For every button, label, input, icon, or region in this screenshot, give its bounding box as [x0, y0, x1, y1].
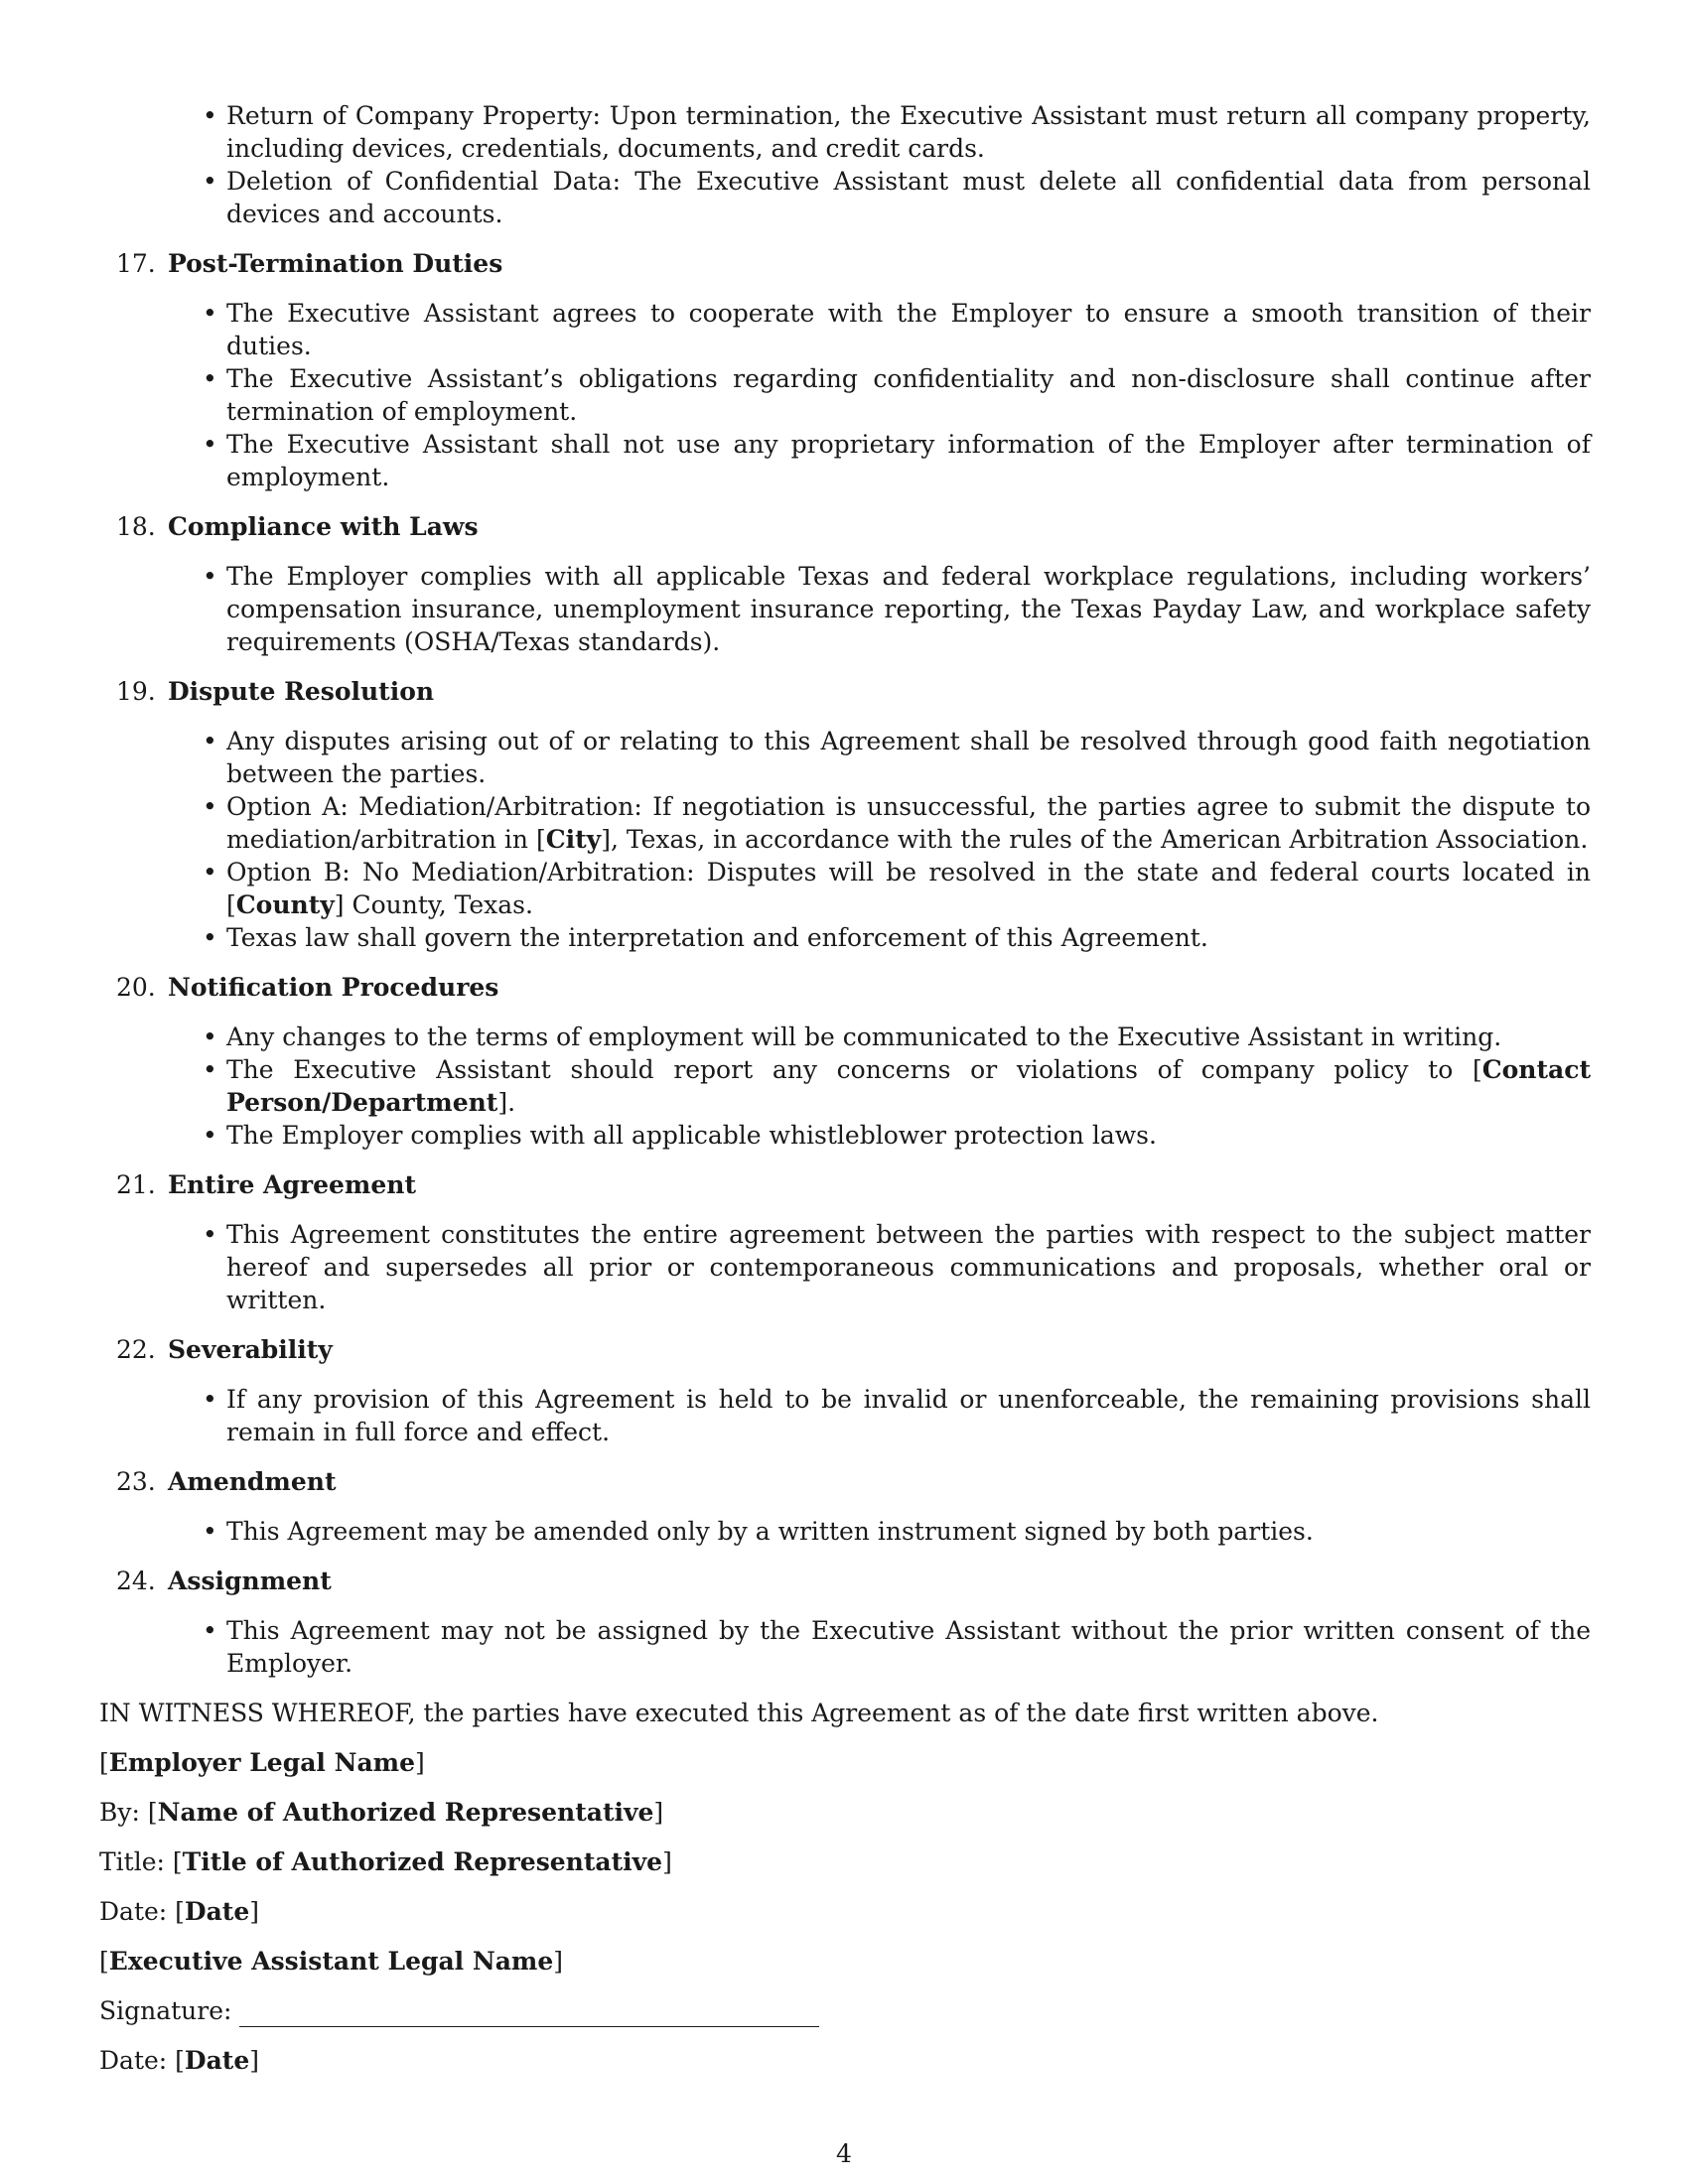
bullet-item: • The Executive Assistant should report any concerns or violations of company policy to [Contact Person/Department]. — [226, 1053, 1591, 1119]
bullet-item: • Texas law shall govern the interpretation and enforcement of this Agreement. — [226, 921, 1591, 954]
section-title: Notification Procedures — [168, 973, 499, 1002]
bullet-item: • This Agreement may be amended only by a written instrument signed by both parties. — [226, 1515, 1591, 1548]
witness-statement: IN WITNESS WHEREOF, the parties have executed this Agreement as of the date first written above. — [99, 1699, 1379, 1727]
section — [99, 510, 1591, 658]
section-number: 18. — [116, 512, 156, 541]
employer-date-line: Date: [Date] — [99, 1897, 260, 1926]
section-bullet-list — [168, 1218, 1591, 1316]
section-number: 19. — [116, 677, 156, 706]
section-bullet-list — [168, 725, 1591, 954]
assistant-date-line: Date: [Date] — [99, 2046, 260, 2075]
title-line: Title: [Title of Authorized Representative] — [99, 1847, 672, 1876]
employer-name-placeholder: Employer Legal Name — [108, 1748, 416, 1777]
by-line: By: [Name of Authorized Representative] — [99, 1798, 664, 1827]
placeholder-field: Contact Person/Department — [226, 1055, 1591, 1117]
section-bullet-list — [168, 1021, 1591, 1152]
section-number: 20. — [116, 973, 156, 1002]
section-number: 24. — [116, 1567, 156, 1595]
employer-name-line: [Employer Legal Name] — [99, 1748, 425, 1777]
section-title: Entire Agreement — [168, 1170, 416, 1199]
bullet-text: The Executive Assistant should report any concerns or violations of company policy to — [226, 1055, 1473, 1084]
bullet-text: , Texas, in accordance with the rules of the American Arbitration Association. — [610, 825, 1589, 854]
by-label: By: — [99, 1798, 140, 1827]
section-bullet-list — [168, 1614, 1591, 1680]
bullet-item: • The Executive Assistant shall not use any proprietary information of the Employer after termination of employment. — [226, 428, 1591, 493]
section — [99, 1333, 1591, 1448]
date-label: Date: — [99, 1897, 168, 1926]
section-title: Severability — [168, 1335, 333, 1364]
section-title: Dispute Resolution — [168, 677, 435, 706]
bullet-text: Option B: No Mediation/Arbitration: Disputes will be resolved in the state and federal courts located in — [226, 858, 1591, 887]
signature-label: Signature: — [99, 1996, 232, 2025]
signature-blank[interactable] — [239, 2000, 819, 2027]
section-bullet-list — [168, 560, 1591, 658]
intro-bullet-list — [99, 99, 1591, 230]
section-title: Post-Termination Duties — [168, 249, 503, 278]
bullet-item: • The Executive Assistant agrees to cooperate with the Employer to ensure a smooth transition of their duties. — [226, 297, 1591, 362]
bullet-item: • Any changes to the terms of employment will be communicated to the Executive Assistant in writing. — [226, 1021, 1591, 1053]
section-number: 21. — [116, 1170, 156, 1199]
bullet-item: • The Employer complies with all applicable whistleblower protection laws. — [226, 1119, 1591, 1152]
document-page — [99, 99, 1591, 2077]
representative-name-placeholder: Name of Authorized Representative — [157, 1798, 654, 1827]
sections-container — [99, 247, 1591, 1680]
bullet-item: • The Executive Assistant’s obligations regarding confidentiality and non-disclosure shall continue after termination of employment. — [226, 362, 1591, 428]
section — [99, 247, 1591, 493]
assistant-date-placeholder: Date — [184, 2046, 250, 2075]
page-number: 4 — [836, 2139, 852, 2168]
section-bullet-list — [168, 297, 1591, 493]
bullet-item: • This Agreement may not be assigned by the Executive Assistant without the prior written consent of the Employer. — [226, 1614, 1591, 1680]
section — [99, 971, 1591, 1152]
bullet-item: • Any disputes arising out of or relating to this Agreement shall be resolved through good faith negotiation between the parties. — [226, 725, 1591, 790]
assistant-name-line: [Executive Assistant Legal Name] — [99, 1947, 564, 1976]
section — [99, 1465, 1591, 1548]
bullet-item: • Return of Company Property: Upon termination, the Executive Assistant must return all company property, including devices, credentials, documents, and credit cards. — [226, 99, 1591, 165]
section-title: Compliance with Laws — [168, 512, 479, 541]
bullet-item: • The Employer complies with all applicable Texas and federal workplace regulations, including workers’ compensation insurance, unemployment insurance reporting, the Texas Payday Law, and workplace safety requirements (OSHA/Texas standards). — [226, 560, 1591, 658]
signature-line — [99, 1994, 1591, 2027]
bullet-text: Option A: Mediation/Arbitration: If negotiation is unsuccessful, the parties agree to submit the dispute to mediation/arbitration in — [226, 792, 1591, 854]
section — [99, 1565, 1591, 1680]
representative-title-placeholder: Title of Authorized Representative — [182, 1847, 663, 1876]
placeholder-field: County — [235, 890, 335, 919]
bullet-item: • Deletion of Confidential Data: The Executive Assistant must delete all confidential data from personal devices and accounts. — [226, 165, 1591, 230]
section — [99, 675, 1591, 954]
employer-date-placeholder: Date — [184, 1897, 250, 1926]
section-bullet-list — [168, 1383, 1591, 1448]
title-label: Title: — [99, 1847, 165, 1876]
section-number: 22. — [116, 1335, 156, 1364]
placeholder-field: City — [545, 825, 602, 854]
section-bullet-list — [168, 1515, 1591, 1548]
bullet-item: • Option B: No Mediation/Arbitration: Disputes will be resolved in the state and federal courts located in [County] County, Texas. — [226, 856, 1591, 921]
bullet-item: • Option A: Mediation/Arbitration: If negotiation is unsuccessful, the parties agree to submit the dispute to mediation/arbitration in [City], Texas, in accordance with the rules of the American Arbitration Association. — [226, 790, 1591, 856]
section-number: 23. — [116, 1467, 156, 1496]
section-title: Assignment — [168, 1567, 332, 1595]
date-label-2: Date: — [99, 2046, 168, 2075]
bullet-text: . — [507, 1088, 516, 1117]
section-number: 17. — [116, 249, 156, 278]
section — [99, 1168, 1591, 1316]
section-title: Amendment — [168, 1467, 337, 1496]
bullet-item: • If any provision of this Agreement is held to be invalid or unenforceable, the remaining provisions shall remain in full force and effect. — [226, 1383, 1591, 1448]
assistant-name-placeholder: Executive Assistant Legal Name — [108, 1947, 554, 1976]
bullet-item: • This Agreement constitutes the entire agreement between the parties with respect to the subject matter hereof and supersedes all prior or contemporaneous communications and proposals, whether oral or written. — [226, 1218, 1591, 1316]
bullet-text: County, Texas. — [344, 890, 533, 919]
